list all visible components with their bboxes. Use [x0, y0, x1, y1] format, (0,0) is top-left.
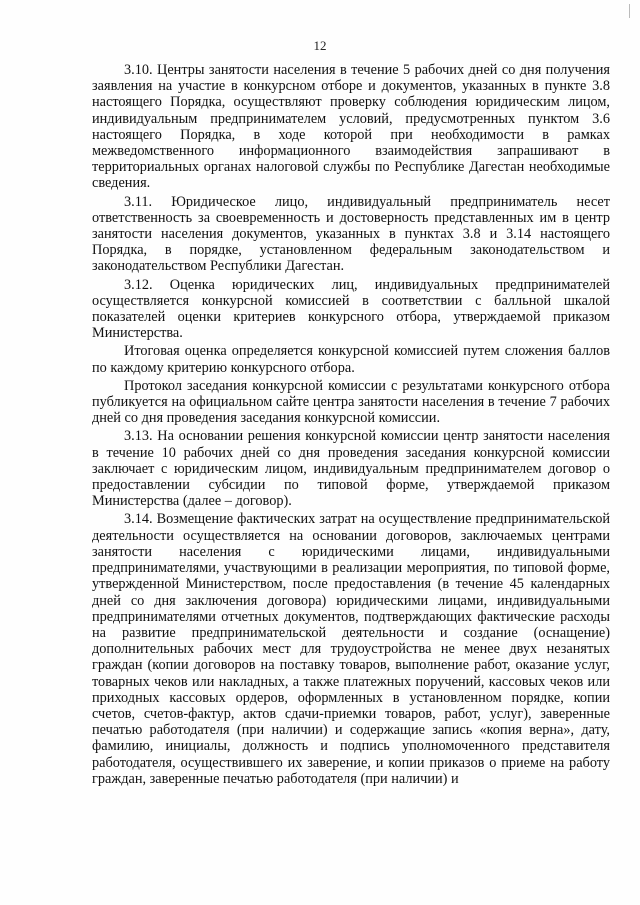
- paragraph-3-12: 3.12. Оценка юридических лиц, индивидуальных предпринимателей осуществляется конкурсной комиссией в соответствии с балльной шкалой показателей оценки критериев конкурсного отбора, утверждаемой приказом Министерства.: [92, 276, 610, 342]
- paragraph-final-score: Итоговая оценка определяется конкурсной комиссией путем сложения баллов по каждому критерию конкурсного отбора.: [92, 343, 610, 376]
- paragraph-3-14: 3.14. Возмещение фактических затрат на осуществление предпринимательской деятельности осуществляется на основании договоров, заключаемых центрами занятости населения с юридическими лицами, индивидуальными предпринимателями, участвующими в реализации мероприятия, по типовой форме, утвержденной Министерством, после предоставления (в течение 45 календарных дней со дня заключения договора) юридическими лицами, индивидуальными предпринимателями отчетных документов, подтверждающих фактические расходы на развитие предпринимательской деятельности и создание (оснащение) дополнительных рабочих мест для трудоустройства не менее двух незанятых граждан (копии договоров на поставку товаров, выполнение работ, оказание услуг, товарных чеков или накладных, а также платежных поручений, кассовых чеков или приходных кассовых ордеров, оформленных в установленном порядке, копии счетов, счетов-фактур, актов сдачи-приемки товаров, работ, услуг), заверенные печатью работодателя (при наличии) и содержащие запись «копия верна», дату, фамилию, инициалы, должность и подпись уполномоченного представителя работодателя, осуществившего их заверение, и копии приказов о приеме на работу граждан, заверенные печатью работодателя (при наличии) и: [92, 511, 610, 787]
- scan-edge-mark: [621, 4, 630, 18]
- document-body: [92, 62, 610, 789]
- paragraph-3-11: 3.11. Юридическое лицо, индивидуальный предприниматель несет ответственность за своевременность и достоверность представленных им в центр занятости населения документов, указанных в пунктах 3.8 и 3.14 настоящего Порядка, в порядке, установленном федеральным законодательством и законодательством Республики Дагестан.: [92, 193, 610, 275]
- paragraph-3-13: 3.13. На основании решения конкурсной комиссии центр занятости населения в течение 10 рабочих дней со дня проведения заседания конкурсной комиссии заключает с юридическим лицом, индивидуальным предпринимателем договор о предоставлении субсидии по типовой форме, утверждаемой приказом Министерства (далее – договор).: [92, 428, 610, 510]
- paragraph-3-10: 3.10. Центры занятости населения в течение 5 рабочих дней со дня получения заявления на участие в конкурсном отборе и документов, указанных в пункте 3.8 настоящего Порядка, осуществляют проверку соблюдения юридическим лицом, индивидуальным предпринимателем условий, предусмотренных пунктом 3.6 настоящего Порядка, в ходе которой при необходимости в рамках межведомственного информационного взаимодействия запрашивают в территориальных органах налоговой службы по Республике Дагестан необходимые сведения.: [92, 62, 610, 192]
- paragraph-protocol: Протокол заседания конкурсной комиссии с результатами конкурсного отбора публикуется на официальном сайте центра занятости населения в течение 7 рабочих дней со дня проведения заседания конкурсной комиссии.: [92, 377, 610, 427]
- page-number: 12: [313, 38, 327, 53]
